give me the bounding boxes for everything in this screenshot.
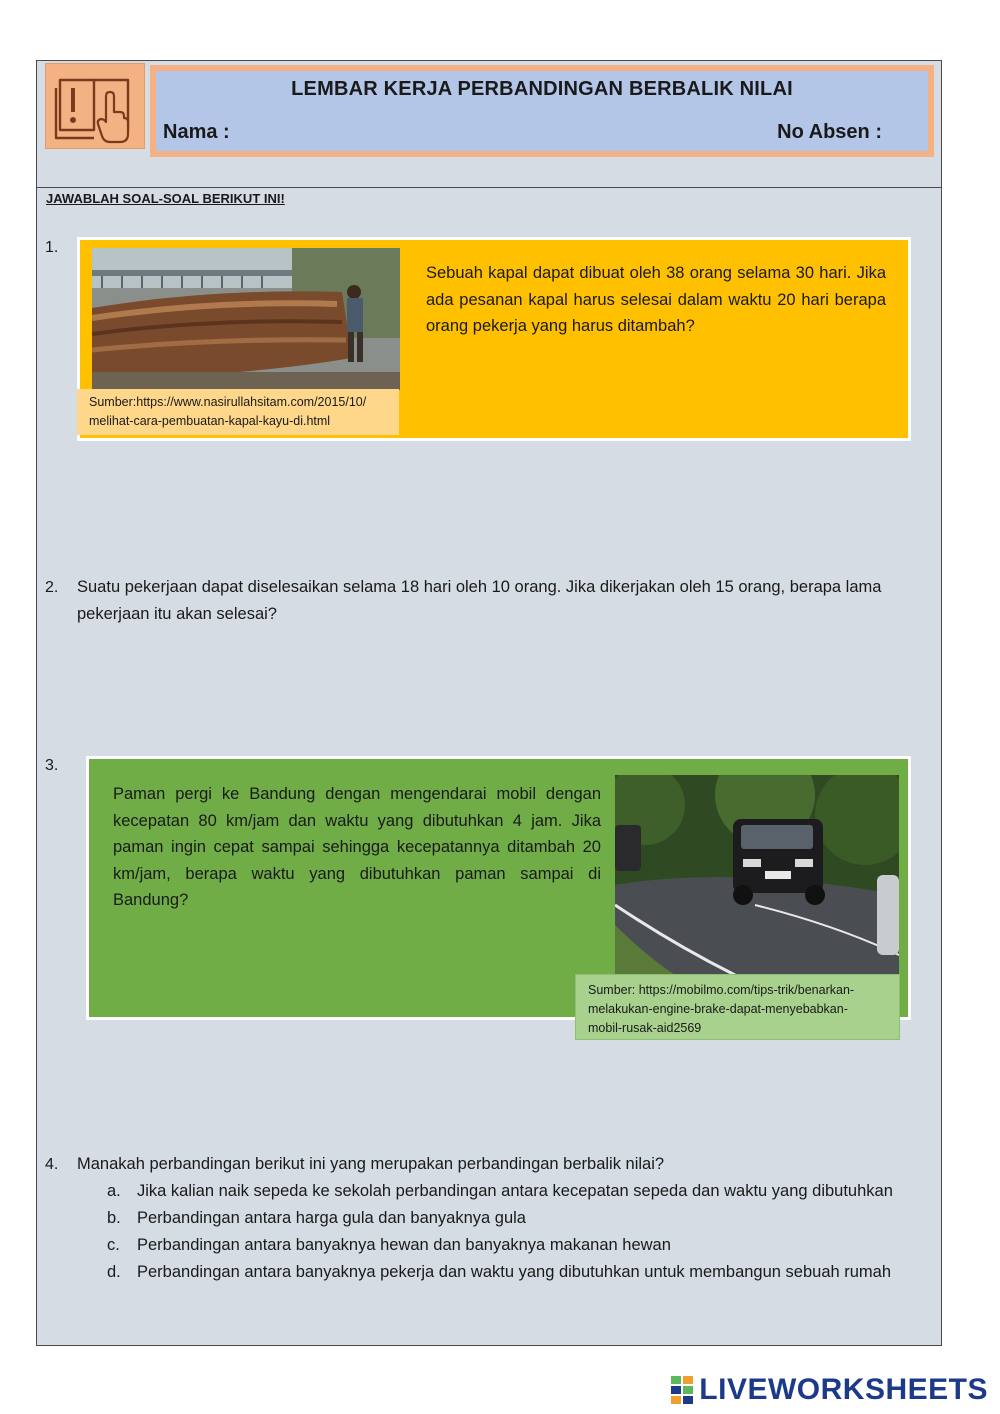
question-1-number: 1. [45, 239, 59, 256]
book-hand-pointer-icon [50, 68, 142, 146]
question-4-options [107, 1178, 947, 1286]
option-b[interactable] [107, 1205, 947, 1232]
absen-field-label[interactable]: No Absen : [777, 121, 882, 143]
worksheet [36, 60, 942, 1346]
option-text: Perbandingan antara harga gula dan banyaknya gula [137, 1209, 526, 1227]
header-divider [37, 187, 941, 188]
name-field-label[interactable]: Nama : [163, 121, 230, 143]
option-text: Jika kalian naik sepeda ke sekolah perbandingan antara kecepatan sepeda dan waktu yang dibutuhkan [137, 1182, 893, 1200]
option-text: Perbandingan antara banyaknya pekerja dan waktu yang dibutuhkan untuk membangun sebuah rumah [137, 1263, 892, 1281]
brand-name: LIVEWORKSHEETS [699, 1373, 988, 1406]
car-on-road-photo [615, 775, 899, 975]
question-3-number: 3. [45, 757, 59, 774]
option-letter: c. [107, 1236, 120, 1254]
liveworksheets-logo-icon [671, 1376, 695, 1404]
question-4-number: 4. [45, 1156, 59, 1173]
source-line: melakukan-engine-brake-dapat-menyebabkan- [588, 1002, 848, 1016]
question-1-source [77, 389, 399, 435]
boat-building-photo [92, 248, 400, 390]
question-3-text: Paman pergi ke Bandung dengan mengendarai mobil dengan kecepatan 80 km/jam dan waktu yang dibutuhkan 4 jam. Jika paman ingin cepat sampai sehingga kecepatannya ditambah 20 km/jam, berapa waktu yang dibutuhkan paman sampai di Bandung? [113, 785, 601, 909]
source-line: melihat-cara-pembuatan-kapal-kayu-di.html [89, 414, 331, 428]
option-letter: a. [107, 1182, 121, 1200]
option-text: Perbandingan antara banyaknya hewan dan banyaknya makanan hewan [137, 1236, 671, 1254]
title-banner [150, 65, 934, 157]
option-letter: d. [107, 1263, 121, 1281]
question-4-text: Manakah perbandingan berikut ini yang merupakan perbandingan berbalik nilai? [77, 1155, 665, 1173]
question-2-text: Suatu pekerjaan dapat diselesaikan selama 18 hari oleh 10 orang. Jika dikerjakan oleh 15 orang, berapa lama pekerjaan itu akan selesai? [77, 578, 882, 623]
page-title: LEMBAR KERJA PERBANDINGAN BERBALIK NILAI [291, 78, 793, 100]
worksheet-logo [45, 63, 145, 149]
option-d[interactable] [107, 1259, 947, 1286]
source-line: mobil-rusak-aid2569 [588, 1021, 702, 1035]
option-a[interactable] [107, 1178, 947, 1205]
instruction-heading: JAWABLAH SOAL-SOAL BERIKUT INI! [46, 191, 285, 206]
source-line: Sumber:https://www.nasirullahsitam.com/2015/10/ [89, 395, 367, 409]
question-3-source [575, 974, 900, 1040]
question-1-text: Sebuah kapal dapat dibuat oleh 38 orang selama 30 hari. Jika ada pesanan kapal harus selesai dalam waktu 20 hari berapa orang pekerja yang harus ditambah? [426, 264, 886, 335]
question-2-number: 2. [45, 579, 59, 596]
source-line: Sumber: https://mobilmo.com/tips-trik/benarkan- [588, 983, 855, 997]
liveworksheets-brand[interactable] [671, 1372, 988, 1408]
option-c[interactable] [107, 1232, 947, 1259]
option-letter: b. [107, 1209, 121, 1227]
